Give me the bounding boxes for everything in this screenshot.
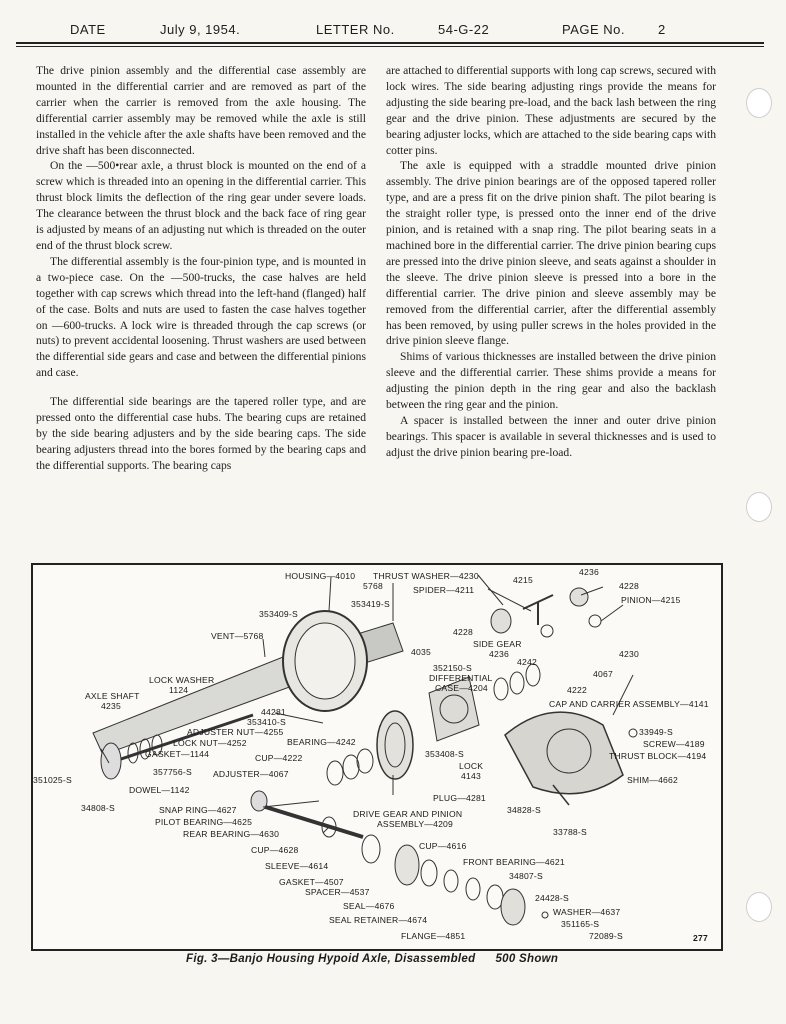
paragraph: The differential side bearings are the tapered roller type, and are pressed onto the differential case hubs. The bearing cups are retained by the side bearing adjusters and by the side bearing caps. The side bearing adjusters thread into the bores formed by the bearing caps and the differential supports. The bearing caps [36,395,366,472]
leader [613,675,633,715]
part-label: 34807-S [509,871,543,881]
pinion-gear [570,588,588,606]
leader [601,605,623,621]
flange [501,889,525,925]
part-label: 4228 [619,581,639,591]
paragraph: The differential assembly is the four-pinion type, and is mounted in a two-piece case. On the —500-trucks, the case halves are held together with cap screws which thread into the left-hand (flanged) half of the case. Bolts and nuts are used to fasten the case halves together on —600-trucks. A lock wire is threaded through the cap screws (or nuts) to prevent accidental loosening. Thrust washers are used between the differential side gears and case and between the differential pinions and case. [36,254,366,380]
cup [343,755,359,779]
letter-value: 54-G-22 [438,22,490,37]
part-label: HOUSING—4010 [285,571,356,581]
cup [510,672,524,694]
part-label: CASE—4204 [435,683,488,693]
part-label: 4228 [453,627,473,637]
part-label: 352150-S [433,663,472,673]
part-label: PILOT BEARING—4625 [155,817,253,827]
part-label: 4215 [513,575,533,585]
leader [263,801,319,807]
adjuster [357,749,373,773]
part-label: 353409-S [259,609,298,619]
part-label: 4242 [517,657,537,667]
part-label: REAR BEARING—4630 [183,829,280,839]
part-label: 5768 [363,581,383,591]
part-label: 72089-S [589,931,623,941]
part-label: 1124 [169,685,189,695]
page-label: PAGE No. [562,22,626,37]
part-label: SPACER—4537 [305,887,370,897]
left-column [36,63,366,474]
part-label: THRUST BLOCK—4194 [609,751,707,761]
part-label: CAP AND CARRIER ASSEMBLY—4141 [549,699,709,709]
part-label: CUP—4222 [255,753,303,763]
date-label: DATE [70,22,106,37]
washer [542,912,548,918]
part-label: PLUG—4281 [433,793,486,803]
carrier-assembly [505,712,623,794]
paragraph: The drive pinion assembly and the differential case assembly are mounted in the differential carrier and are removed as part of the carrier when the carrier is removed from the axle housing. The differential carrier assembly may be removed while the axle is still installed in the vehicle after the axle shafts have been removed and the drive shaft has been disconnected. [36,64,366,157]
exploded-axle-diagram [31,563,723,951]
part-label: GASKET—1144 [145,749,210,759]
paragraph: Shims of various thicknesses are installed between the drive pinion sleeve and the differential carrier. These shims provide a means for adjusting the pinion depth in the ring gear and also the backlash between the ring gear and the pinion. [386,350,716,412]
part-label: SLEEVE—4614 [265,861,329,871]
part-label: 44281 [261,707,286,717]
part-label: 4236 [579,567,599,577]
part-label: BEARING—4242 [287,737,356,747]
part-label: FLANGE—4851 [401,931,466,941]
part-label: 4222 [567,685,587,695]
part-label: SCREW—4189 [643,739,705,749]
part-label: LOCK [459,761,484,771]
bearing [494,678,508,700]
figure-number: 277 [693,933,708,943]
part-label: WASHER—4637 [553,907,621,917]
adjuster [526,664,540,686]
part-label: ADJUSTER NUT—4255 [187,727,284,737]
part-label: ASSEMBLY—4209 [377,819,454,829]
part-label: CUP—4628 [251,845,299,855]
part-label: DIFFERENTIAL [429,673,493,683]
part-label: GASKET—4507 [279,877,344,887]
front-bearing [466,878,480,900]
leader [263,639,265,657]
thrust-washer [589,615,601,627]
bearing [327,761,343,785]
part-label: SIDE GEAR [473,639,522,649]
part-label: SHIM—4662 [627,775,678,785]
part-label: 24428-S [535,893,569,903]
part-label: 34828-S [507,805,541,815]
part-label: 33949-S [639,727,673,737]
page-header [18,20,758,42]
leader [329,577,331,611]
letter-label: LETTER No. [316,22,395,37]
spider [523,595,553,625]
part-label: FRONT BEARING—4621 [463,857,565,867]
caption-text: Fig. 3—Banjo Housing Hypoid Axle, Disassembled [186,953,476,965]
part-label: 4067 [593,669,613,679]
part-label: SEAL—4676 [343,901,395,911]
leader [323,827,329,833]
part-label: 34808-S [81,803,115,813]
part-label: SPIDER—4211 [413,585,475,595]
part-label: 4230 [619,649,639,659]
page-value: 2 [658,22,666,37]
paragraph: are attached to differential supports with long cap screws, secured with lock wires. The side bearing adjusting rings provide the means for adjusting the side bearing pre-load, and the back lash between the ring gear and the drive pinion. These adjustments are secured by the bearing adjuster locks, which are attached to the side bearing caps with cotter pins. [386,64,716,157]
right-column [386,63,716,461]
binder-hole [746,88,772,118]
part-label: DOWEL—1142 [129,785,190,795]
part-label: ADJUSTER—4067 [213,769,289,779]
ring-gear [377,711,413,779]
date-value: July 9, 1954. [160,22,241,37]
leader [488,589,531,611]
part-label: 4236 [489,649,509,659]
part-label: AXLE SHAFT [85,691,140,701]
part-label: 4235 [101,701,121,711]
part-label: SNAP RING—4627 [159,805,237,815]
figure-caption [186,953,558,965]
part-label: VENT—5768 [211,631,264,641]
part-label: LOCK WASHER [149,675,215,685]
part-label: 353410-S [247,717,286,727]
part-label: 351165-S [561,919,600,929]
part-label: SEAL RETAINER—4674 [329,915,428,925]
part-label: 353419-S [351,599,390,609]
sleeve [395,845,419,885]
part-label: 33788-S [553,827,587,837]
pinion-gear [541,625,553,637]
header-rule [16,42,764,44]
part-label: PINION—4215 [621,595,681,605]
paragraph: On the —500•rear axle, a thrust block is mounted on the end of a screw which is threaded into an opening in the differential carrier. This thrust block limits the deflection of the ring gear under severe loads. The clearance between the thrust block and the back face of ring gear is adjusted by means of an adjusting nut which is threaded on the outer end of the thrust block screw. [36,159,366,252]
part-label: DRIVE GEAR AND PINION [353,809,463,819]
pinion-head [251,791,267,811]
part-label: 4035 [411,647,431,657]
axle-flange [101,743,121,779]
binder-hole [746,892,772,922]
part-label: LOCK NUT—4252 [173,738,247,748]
header-rule-thin [16,46,764,47]
paragraph: A spacer is installed between the inner and outer drive pinion bearings. This spacer is available in several thicknesses and is used to adjust the drive pinion bearing pre-load. [386,413,716,459]
part-label: CUP—4616 [419,841,467,851]
gasket [421,860,437,886]
rear-bearing [362,835,380,863]
part-label: 4143 [461,771,481,781]
spacer [444,870,458,892]
side-gear [491,609,511,633]
part-label: THRUST WASHER—4230 [373,571,479,581]
part-label: 351025-S [33,775,72,785]
banjo-opening [295,623,355,699]
part-label: 357756-S [153,767,192,777]
binder-hole [746,492,772,522]
paragraph: The axle is equipped with a straddle mounted drive pinion assembly. The drive pinion bearings are of the opposed tapered roller type, and are a press fit on the drive pinion shaft. The pilot bearing is the straight roller type, is pressed onto the inner end of the drive pinion, and is retained with a snap ring. The pilot bearing seats in a machined bore in the differential carrier. The drive pinion bearing cups are pressed into the drive pinion sleeve, and seats against a shoulder in the sleeve. The drive pinion sleeve is pressed into a bore in the differential carrier. The drive pinion and sleeve assembly may be removed from the differential carrier, after the differential assembly has been removed, by using puller screws in the holes provided in the drive pinion sleeve flange. [386,159,716,348]
part-label: 353408-S [425,749,464,759]
caption-note: 500 Shown [495,953,559,965]
thrust-block [629,729,637,737]
